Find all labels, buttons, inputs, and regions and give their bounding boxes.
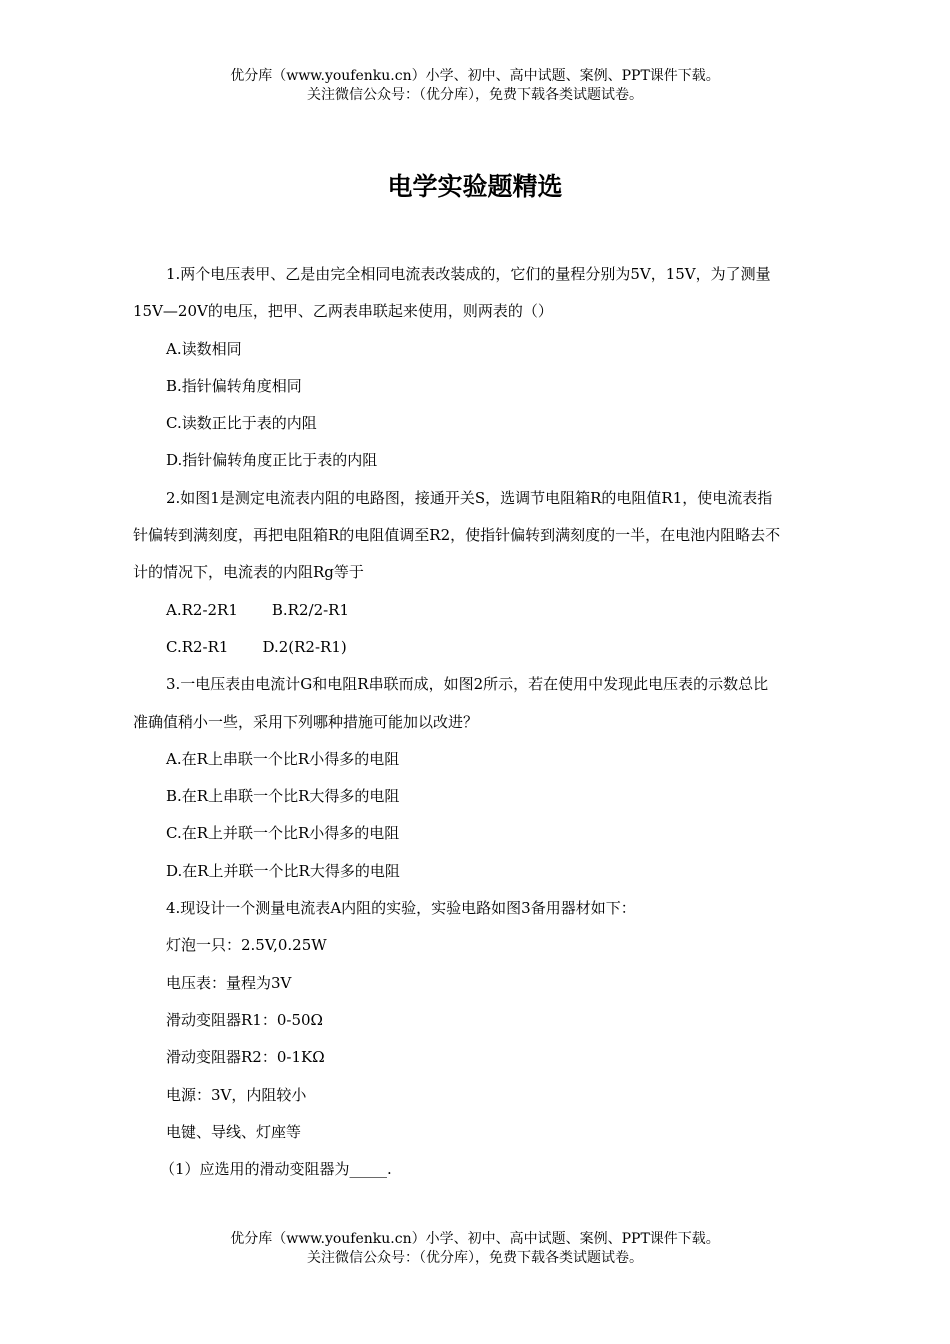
equipment-item: 滑动变阻器R2：0-1KΩ <box>166 1048 325 1067</box>
question-3-option-c: C.在R上并联一个比R小得多的电阻 <box>166 824 400 843</box>
header-line-1: 优分库（www.youfenku.cn）小学、初中、高中试题、案例、PPT课件下载。 <box>230 68 720 84</box>
footer-line-1: 优分库（www.youfenku.cn）小学、初中、高中试题、案例、PPT课件下载。 <box>230 1231 720 1247</box>
document-body <box>133 256 783 1188</box>
question-2-option-d: D.2(R2-R1) <box>262 637 347 656</box>
question-2-option-a: A.R2-2R1 <box>166 600 238 619</box>
question-2-stem: 2.如图1是测定电流表内阻的电路图，接通开关S，选调节电阻箱R的电阻值R1，使电流表指针偏转到满刻度，再把电阻箱R的电阻值调至R2，使指针偏转到满刻度的一半，在电池内阻略去不计的情况下，电流表的内阻Rg等于 <box>133 488 781 582</box>
question-2-options-row-1 <box>133 592 783 629</box>
question-3-option-a: A.在R上串联一个比R小得多的电阻 <box>166 749 400 768</box>
question-1-stem: 1.两个电压表甲、乙是由完全相同电流表改装成的，它们的量程分别为5V，15V，为了测量15V—20V的电压，把甲、乙两表串联起来使用，则两表的（） <box>133 265 771 321</box>
question-4-subquestion-1: （1）应选用的滑动变阻器为_____. <box>160 1160 392 1179</box>
question-1-option-d: D.指针偏转角度正比于表的内阻 <box>166 451 378 470</box>
question-2-option-b: B.R2/2-R1 <box>271 600 350 619</box>
equipment-item: 电键、导线、灯座等 <box>166 1122 302 1141</box>
question-3-option-b: B.在R上串联一个比R大得多的电阻 <box>166 787 400 806</box>
question-4-stem: 4.现设计一个测量电流表A内阻的实验，实验电路如图3备用器材如下： <box>166 899 636 918</box>
equipment-item: 电压表：量程为3V <box>166 973 292 992</box>
page-footer <box>0 1230 950 1268</box>
question-2-option-c: C.R2-R1 <box>166 637 229 656</box>
question-3-option-d: D.在R上并联一个比R大得多的电阻 <box>166 861 400 880</box>
page-title: 电学实验题精选 <box>387 172 563 201</box>
equipment-item: 电源：3V，内阻较小 <box>166 1085 307 1104</box>
question-1-option-a: A.读数相同 <box>166 339 242 358</box>
header-line-2: 关注微信公众号：（优分库），免费下载各类试题试卷。 <box>307 87 643 103</box>
equipment-item: 滑动变阻器R1：0-50Ω <box>166 1010 323 1029</box>
question-3-stem: 3.一电压表由电流计G和电阻R串联而成，如图2所示，若在使用中发现此电压表的示数总比准确值稍小一些，采用下列哪种措施可能加以改进？ <box>133 675 769 731</box>
question-2-options-row-2 <box>133 629 783 666</box>
equipment-item: 灯泡一只：2.5V,0.25W <box>166 936 327 955</box>
footer-line-2: 关注微信公众号：（优分库），免费下载各类试题试卷。 <box>307 1250 643 1266</box>
question-1-option-c: C.读数正比于表的内阻 <box>166 414 317 433</box>
question-1-option-b: B.指针偏转角度相同 <box>166 376 302 395</box>
page-header <box>0 67 950 105</box>
